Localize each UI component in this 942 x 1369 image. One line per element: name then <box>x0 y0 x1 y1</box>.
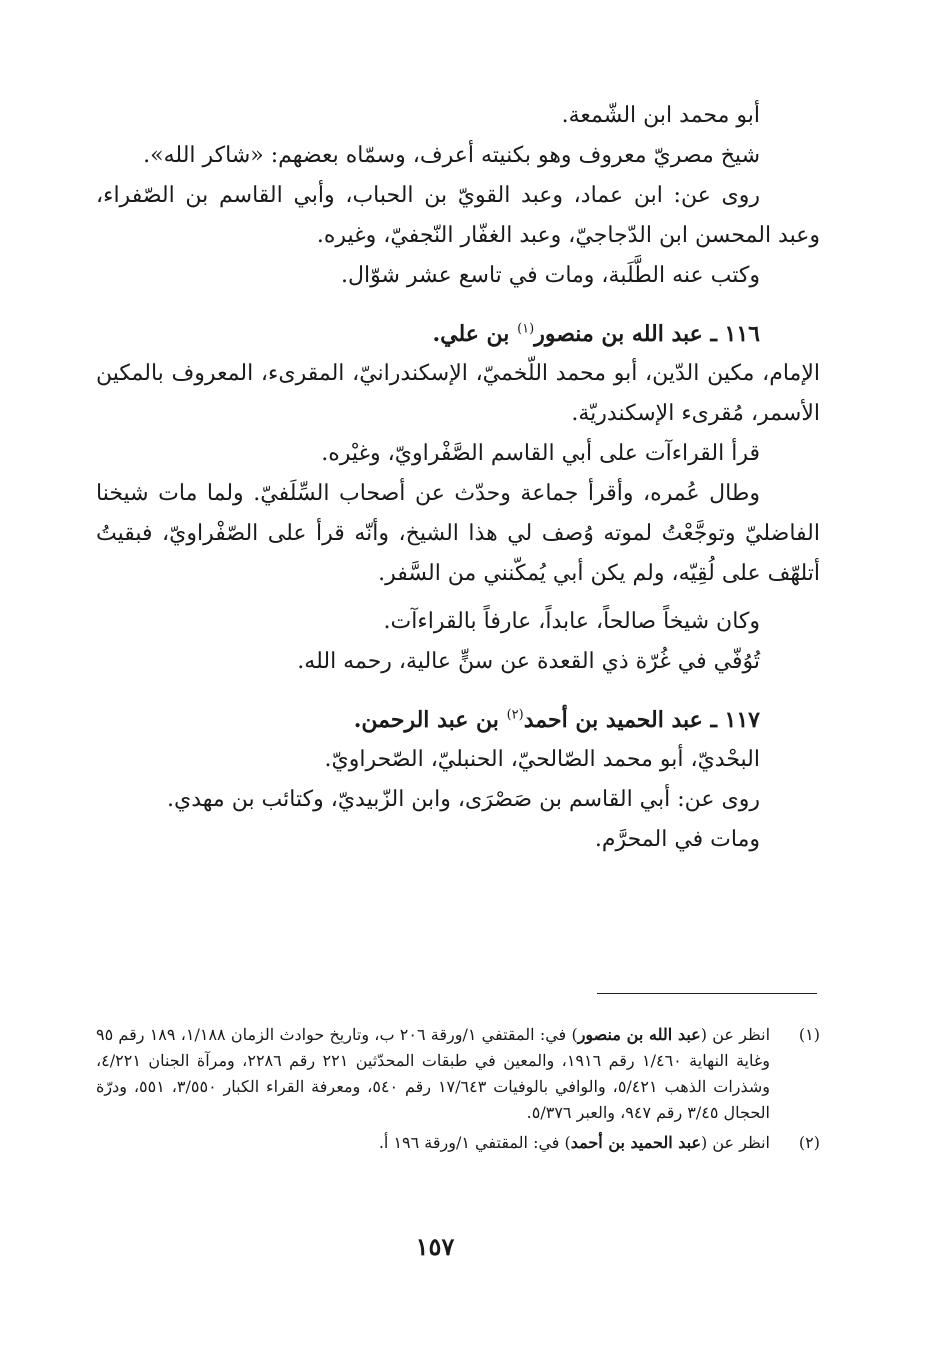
text-line: وكتب عنه الطَّلَبة، ومات في تاسع عشر شوّال. <box>341 263 760 288</box>
entry-title: ١١٦ ـ عبد الله بن منصور <box>534 321 760 347</box>
entry-paragraph: الإمام، مكين الدّين، أبو محمد اللّخميّ، الإسكندرانيّ، المقرىء، المعروف بالمكين الأسمر، مُقرىء الإسكندريّة. <box>96 361 820 426</box>
footnote-subject: عبد الله بن منصور <box>577 1025 701 1044</box>
entry-paragraph: ومات في المحرَّم. <box>594 827 760 852</box>
footnote-text <box>96 1022 770 1126</box>
footnote-body: ) في: المقتفي ١/ورقة ٢٠٦ ب، وتاريخ حوادث الزمان ١/١٨٨، ١٨٩ رقم ٩٥ وغاية النهاية ١/٤٦٠ رقم ١٩١٦، والمعين في طبقات المحدّثين ٢٢١ رقم ٢٢٨٦، ومرآة الجنان ٤/٢٢١، وشذرات الذهب ٥/٤٢١، والوافي بالوفيات ١٧/٦٤٣ رقم ٥٤٠، ومعرفة القراء الكبار ٣/٥٥٠، ٥٥١، ودرّة الحجال ٣/٤٥ رقم ٩٤٧، والعبر ٥/٣٧٦. <box>96 1025 771 1122</box>
entry-title: ١١٧ ـ عبد الحميد بن أحمد <box>523 707 760 733</box>
entry-title-rest: بن عبد الرحمن. <box>353 707 507 733</box>
footnotes-block <box>96 1022 820 1160</box>
footnote-item <box>96 1130 820 1156</box>
entry-paragraph: وطال عُمره، وأقرأ جماعة وحدّث عن أصحاب السِّلَفيّ. ولما مات شيخنا الفاضليّ وتوجَّعْتُ لموته وُصف لي هذا الشيخ، وأنّه قرأ على الصّفْراويّ، فبقيتُ أتلهّف على لُقِيّه، ولم يكن أبي يُمكّنني من السَّفر. <box>96 481 820 586</box>
entry-paragraph: البحْديّ، أبو محمد الصّالحيّ، الحنبليّ، الصّحراويّ. <box>324 747 760 772</box>
entry-paragraph: تُوُفّي في غُرّة ذي القعدة عن سنٍّ عالية، رحمه الله. <box>297 649 760 674</box>
footnote-body: ) في: المقتفي ١/ورقة ١٩٦ أ. <box>378 1133 571 1152</box>
text-line: روى عن: ابن عماد، وعبد القويّ بن الحباب، وأبي القاسم بن الصّفراء، وعبد المحسن ابن الدّجاجيّ، وعبد الغفّار النّجفيّ، وغيره. <box>96 183 820 248</box>
footnote-divider <box>597 993 817 994</box>
footnote-number: (١) <box>798 1025 820 1044</box>
footnote-prefix: انظر عن ( <box>700 1025 771 1044</box>
entry-paragraph: روى عن: أبي القاسم بن صَصْرَى، وابن الزّبيديّ، وكتائب بن مهدي. <box>167 787 760 812</box>
footnote-marker: (١) <box>517 321 535 337</box>
footnote-number: (٢) <box>798 1133 820 1152</box>
main-text-block <box>96 96 820 860</box>
footnote-subject: عبد الحميد بن أحمد <box>570 1133 701 1152</box>
footnote-marker: (٢) <box>506 707 524 723</box>
entry-paragraph: قرأ القراءآت على أبي القاسم الصَّفْراويّ، وغيْره. <box>321 441 760 466</box>
entry-heading-116 <box>96 314 820 354</box>
footnote-prefix: انظر عن ( <box>701 1133 770 1152</box>
text-line: شيخ مصريّ معروف وهو بكنيته أعرف، وسمّاه بعضهم: «شاكر الله». <box>143 143 760 168</box>
text-line: أبو محمد ابن الشّمعة. <box>561 103 760 128</box>
footnote-item <box>96 1022 820 1126</box>
entry-heading-117 <box>96 700 820 740</box>
footnote-text <box>96 1130 770 1156</box>
entry-paragraph: وكان شيخاً صالحاً، عابداً، عارفاً بالقراءآت. <box>383 609 760 634</box>
page-number: ١٥٧ <box>415 1232 455 1261</box>
entry-title-rest: بن علي. <box>432 321 518 347</box>
